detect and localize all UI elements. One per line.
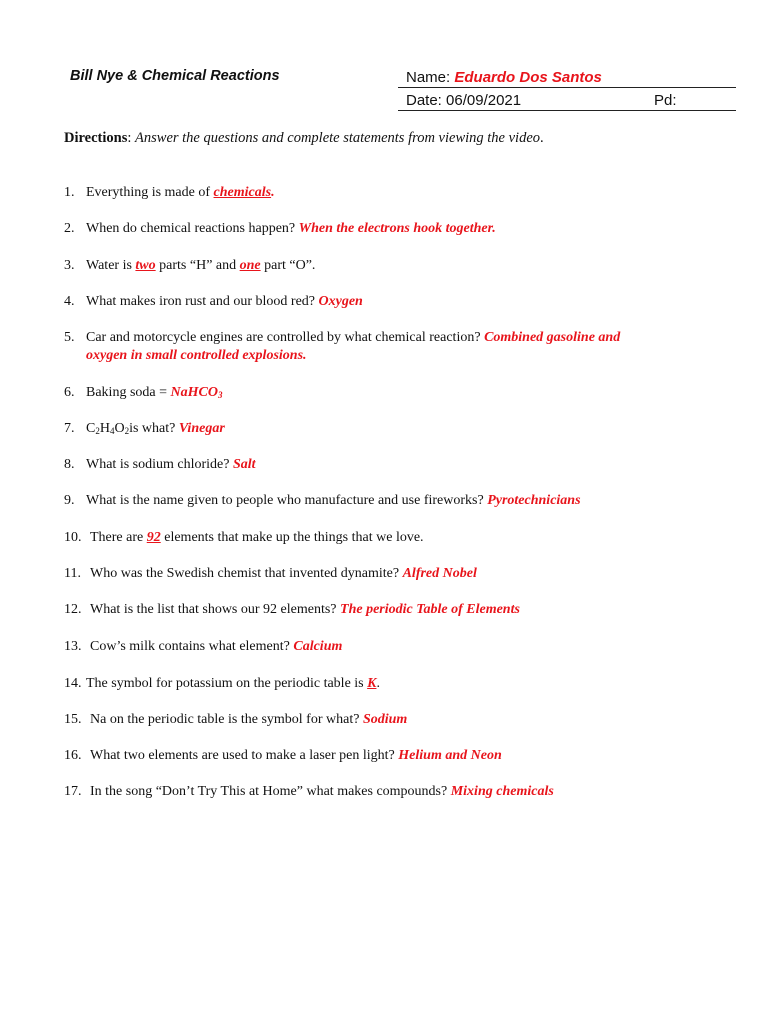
- question-text: What is the list that shows our 92 elements?: [90, 602, 341, 617]
- formula-element: C: [86, 421, 96, 436]
- answer: Vinegar: [178, 421, 225, 436]
- question-text: Water is: [86, 258, 136, 273]
- question-number: 13.: [64, 639, 82, 654]
- answer: When the electrons hook together.: [298, 221, 496, 236]
- answer: NaHCO: [170, 385, 218, 400]
- document-title: Bill Nye & Chemical Reactions: [70, 68, 280, 84]
- answer: two: [135, 258, 156, 273]
- question-text: What is sodium chloride?: [86, 457, 233, 472]
- question-text: What makes iron rust and our blood red?: [86, 294, 319, 309]
- question-number: 6.: [64, 385, 75, 400]
- answer: Oxygen: [318, 294, 363, 309]
- answer: Calcium: [293, 639, 343, 654]
- answer: one: [239, 258, 261, 273]
- answer: Sodium: [362, 712, 408, 727]
- answer: chemicals: [213, 185, 272, 200]
- answer: Salt: [232, 457, 256, 472]
- question-text: .: [376, 676, 380, 691]
- question-text: The symbol for potassium on the periodic table is: [86, 676, 368, 691]
- answer: Mixing chemicals: [450, 784, 554, 799]
- date-row: [398, 91, 736, 111]
- question-text: Car and motorcycle engines are controlled by what chemical reaction?: [86, 330, 485, 345]
- date-value: 06/09/2021: [446, 92, 522, 109]
- question-text: What is the name given to people who manufacture and use fireworks?: [86, 493, 488, 508]
- question-text: Who was the Swedish chemist that invented dynamite?: [90, 566, 403, 581]
- directions-period: .: [540, 130, 544, 146]
- name-row: [398, 68, 736, 88]
- directions-label: Directions: [64, 130, 128, 146]
- name-label: Name:: [406, 69, 455, 86]
- question-text: is what?: [129, 421, 179, 436]
- question-text: In the song “Don’t Try This at Home” what makes compounds?: [90, 784, 451, 799]
- formula-element: O: [114, 421, 125, 436]
- question-text: Baking soda =: [86, 385, 171, 400]
- question-text: Na on the periodic table is the symbol for what?: [90, 712, 363, 727]
- answer-punctuation: .: [271, 185, 275, 200]
- question-number: 14.: [64, 676, 82, 691]
- question-number: 1.: [64, 185, 75, 200]
- question-number: 9.: [64, 493, 75, 508]
- question-number: 2.: [64, 221, 75, 236]
- answer: K: [367, 676, 377, 691]
- directions-text: Answer the questions and complete statements from viewing the video: [135, 130, 541, 146]
- question-number: 11.: [64, 566, 81, 581]
- question-number: 17.: [64, 784, 82, 799]
- question-text: elements that make up the things that we love.: [160, 530, 424, 545]
- question-number: 5.: [64, 330, 75, 345]
- question-number: 7.: [64, 421, 75, 436]
- answer: The periodic Table of Elements: [340, 602, 520, 617]
- question-number: 16.: [64, 748, 82, 763]
- formula-subscript: 2: [124, 426, 130, 436]
- answer: Helium and Neon: [398, 748, 502, 763]
- question-number: 8.: [64, 457, 75, 472]
- period-label: Pd:: [654, 92, 677, 109]
- formula-element: H: [99, 421, 110, 436]
- question-text: When do chemical reactions happen?: [86, 221, 299, 236]
- answer: Pyrotechnicians: [487, 493, 581, 508]
- name-value: Eduardo Dos Santos: [454, 69, 602, 86]
- question-number: 3.: [64, 258, 75, 273]
- question-number: 10.: [64, 530, 82, 545]
- answer: Combined gasoline and: [484, 330, 621, 345]
- question-text: Everything is made of: [86, 185, 214, 200]
- question-number: 12.: [64, 602, 82, 617]
- directions-colon: :: [127, 130, 136, 146]
- answer-continued: oxygen in small controlled explosions.: [86, 348, 307, 363]
- question-text: part “O”.: [260, 258, 316, 273]
- question-number: 4.: [64, 294, 75, 309]
- question-text: What two elements are used to make a laser pen light?: [90, 748, 399, 763]
- date-label: Date:: [406, 92, 447, 109]
- answer-subscript: 3: [217, 390, 223, 400]
- question-number: 15.: [64, 712, 82, 727]
- formula: [86, 421, 129, 436]
- question-text: There are: [90, 530, 147, 545]
- question-text: parts “H” and: [155, 258, 240, 273]
- formula-subscript: 4: [109, 426, 115, 436]
- formula-subscript: 2: [95, 426, 100, 436]
- question-text: Cow’s milk contains what element?: [90, 639, 294, 654]
- directions: [64, 130, 544, 147]
- answer: Alfred Nobel: [402, 566, 477, 581]
- answer: 92: [146, 530, 161, 545]
